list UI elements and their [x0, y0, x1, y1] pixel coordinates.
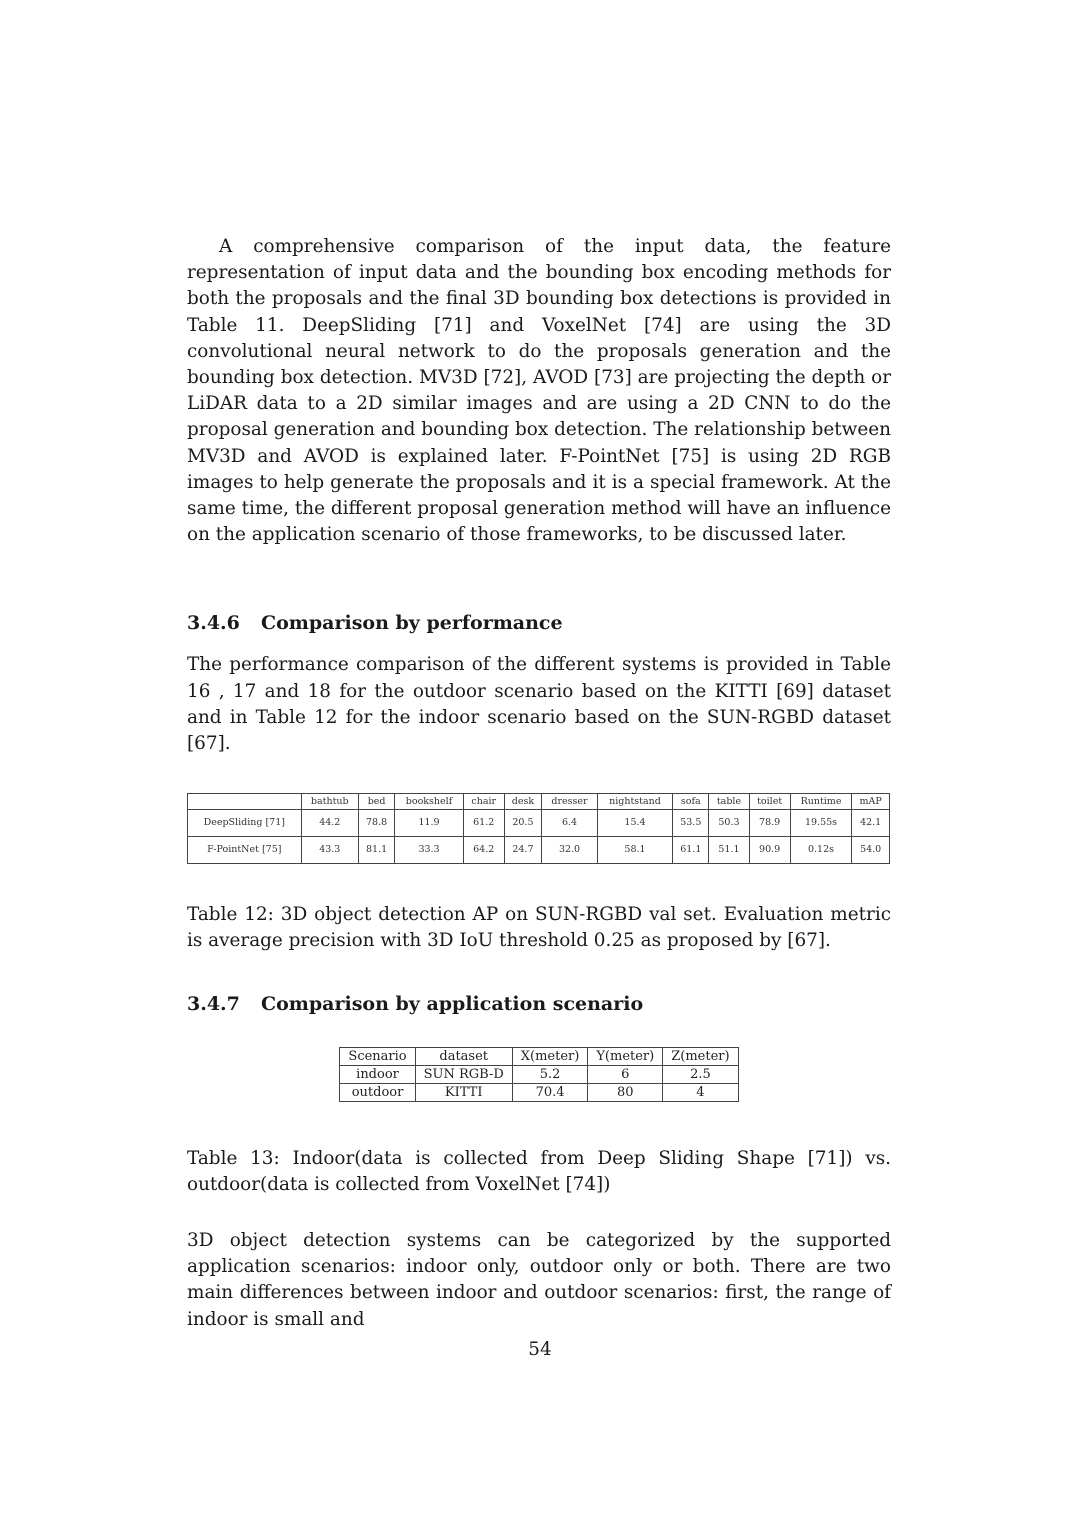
table-12-caption: Table 12: 3D object detection AP on SUN-RGBD val set. Evaluation metric is average precision with 3D IoU threshold 0.25 as proposed by [67].	[187, 904, 891, 952]
table-cell: 4	[663, 1083, 738, 1101]
table-cell: 20.5	[504, 810, 542, 837]
section-heading-3-4-7	[187, 993, 891, 1015]
table-header-cell: Runtime	[790, 794, 852, 810]
table-cell: 61.1	[673, 837, 709, 864]
table-cell: 70.4	[512, 1083, 588, 1101]
table-header-cell: X(meter)	[512, 1047, 588, 1065]
table-cell: 51.1	[709, 837, 749, 864]
table-row	[340, 1065, 738, 1083]
table-cell: 58.1	[597, 837, 672, 864]
row-label-cell: DeepSliding [71]	[188, 810, 302, 837]
table-header-cell: table	[709, 794, 749, 810]
table-row	[188, 837, 890, 864]
table-cell: 19.55s	[790, 810, 852, 837]
table-header-cell: Z(meter)	[663, 1047, 738, 1065]
table-13-container	[187, 1047, 891, 1102]
section-heading-3-4-6	[187, 612, 891, 634]
table-cell: 78.9	[749, 810, 790, 837]
table-header-cell: bookshelf	[395, 794, 464, 810]
table-12-container	[187, 793, 891, 864]
table-13-caption: Table 13: Indoor(data is collected from Deep Sliding Shape [71]) vs. outdoor(data is collected from VoxelNet [74])	[187, 1147, 891, 1195]
table-cell: 32.0	[542, 837, 597, 864]
table-cell: 11.9	[395, 810, 464, 837]
table-header-cell: bathtub	[301, 794, 358, 810]
closing-paragraph: 3D object detection systems can be categorized by the supported application scenarios: indoor only, outdoor only or both. There are two main differences between indoor and outdoor scenarios: first, the range of indoor is small and	[187, 1230, 891, 1330]
table-row	[188, 810, 890, 837]
table-cell: 54.0	[852, 837, 890, 864]
table-header-cell: nightstand	[597, 794, 672, 810]
row-label-cell: indoor	[340, 1065, 415, 1083]
table-cell: 5.2	[512, 1065, 588, 1083]
table-cell: 44.2	[301, 810, 358, 837]
table-12	[187, 793, 890, 864]
table-cell: 24.7	[504, 837, 542, 864]
table-header-cell: toilet	[749, 794, 790, 810]
table-cell: 2.5	[663, 1065, 738, 1083]
table-header-cell: bed	[359, 794, 395, 810]
table-header-cell: dataset	[415, 1047, 512, 1065]
table-cell: 42.1	[852, 810, 890, 837]
table-cell: 0.12s	[790, 837, 852, 864]
intro-paragraph: A comprehensive comparison of the input data, the feature representation of input data and the bounding box encoding methods for both the proposals and the final 3D bounding box detections is provided in Table 11. DeepSliding [71] and VoxelNet [74] are using the 3D convolutional neural network to do the proposals generation and the bounding box detection. MV3D [72], AVOD [73] are projecting the depth or LiDAR data to a 2D similar images and are using a 2D CNN to do the proposal generation and bounding box detection. The relationship between MV3D and AVOD is explained later. F-PointNet [75] is using 2D RGB images to help generate the proposals and it is a special framework. At the same time, the different proposal generation method will have an influence on the application scenario of those frameworks, to be discussed later.	[187, 236, 891, 546]
table-cell: 90.9	[749, 837, 790, 864]
table-header-cell: Scenario	[340, 1047, 415, 1065]
table-header-cell: Y(meter)	[588, 1047, 663, 1065]
table-cell: 15.4	[597, 810, 672, 837]
table-header-cell: dresser	[542, 794, 597, 810]
section-number: 3.4.6	[187, 612, 240, 635]
section-title: Comparison by performance	[261, 612, 563, 635]
table-header-cell: chair	[463, 794, 504, 810]
table-cell: 6	[588, 1065, 663, 1083]
row-label-cell: F-PointNet [75]	[188, 837, 302, 864]
table-cell: 33.3	[395, 837, 464, 864]
section-number: 3.4.7	[187, 992, 240, 1015]
table-cell: 61.2	[463, 810, 504, 837]
table-header-cell: desk	[504, 794, 542, 810]
table-header-row	[340, 1047, 738, 1065]
table-row	[340, 1083, 738, 1101]
table-header-cell	[188, 794, 302, 810]
page-number: 54	[528, 1339, 552, 1360]
table-13	[339, 1047, 738, 1102]
table-cell: 78.8	[359, 810, 395, 837]
table-cell: 64.2	[463, 837, 504, 864]
table-header-cell: sofa	[673, 794, 709, 810]
table-cell: 6.4	[542, 810, 597, 837]
table-cell: KITTI	[415, 1083, 512, 1101]
page-content	[187, 234, 891, 1333]
section-title: Comparison by application scenario	[261, 992, 644, 1015]
table-header-row	[188, 794, 890, 810]
table-cell: 53.5	[673, 810, 709, 837]
table-cell: 50.3	[709, 810, 749, 837]
table-cell: 80	[588, 1083, 663, 1101]
table-cell: 43.3	[301, 837, 358, 864]
row-label-cell: outdoor	[340, 1083, 415, 1101]
performance-paragraph: The performance comparison of the different systems is provided in Table 16 , 17 and 18 for the outdoor scenario based on the KITTI [69] dataset and in Table 12 for the indoor scenario based on the SUN-RGBD dataset [67].	[187, 654, 891, 755]
table-header-cell: mAP	[852, 794, 890, 810]
table-cell: SUN RGB-D	[415, 1065, 512, 1083]
table-cell: 81.1	[359, 837, 395, 864]
